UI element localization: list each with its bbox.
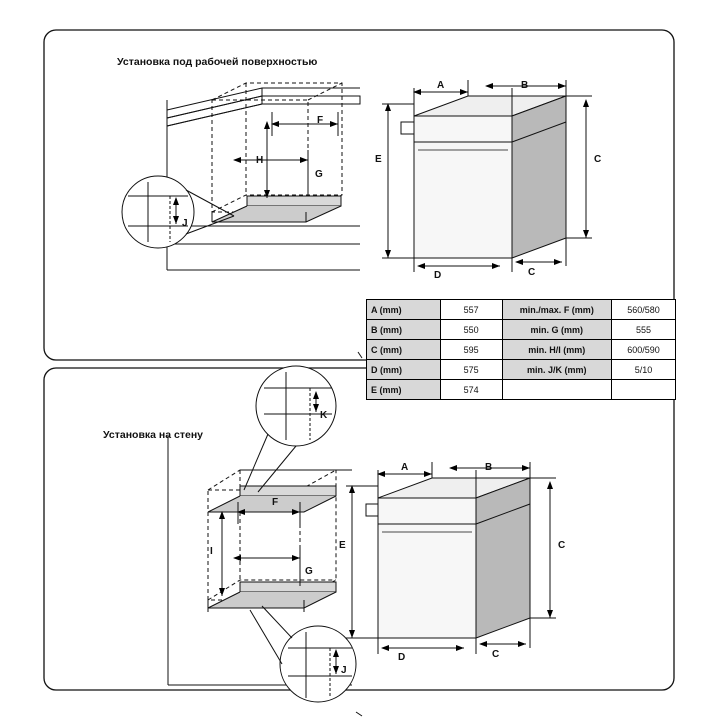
panel-top-title: Установка под рабочей поверхностью (117, 56, 318, 68)
label-D-bottom: D (398, 652, 406, 663)
label-C-top-right: C (594, 154, 602, 165)
bottom-left-niche-sketch (168, 366, 356, 702)
label-F-bottom: F (272, 497, 279, 508)
label-F-top: F (317, 115, 324, 126)
table-cell-val1: 595 (440, 340, 502, 360)
table-cell-val2: 555 (612, 320, 676, 340)
table-row (367, 300, 676, 320)
label-B-bottom: B (485, 462, 493, 473)
label-G-bottom: G (305, 566, 313, 577)
dimensions-table (366, 299, 676, 400)
table-cell-key1: A (mm) (367, 300, 441, 320)
panel-bottom-frame (44, 368, 674, 690)
label-K-bottom: K (320, 410, 328, 421)
label-A-top: A (437, 80, 445, 91)
top-right-oven-view (401, 96, 566, 258)
table-row (367, 320, 676, 340)
table-cell-key2: min. H/I (mm) (502, 340, 612, 360)
table-cell-empty (502, 380, 612, 400)
table-cell-val2: 600/590 (612, 340, 676, 360)
table-cell-key1: C (mm) (367, 340, 441, 360)
label-J-top: J (182, 218, 188, 229)
table-row (367, 340, 676, 360)
label-E-top: E (375, 154, 382, 165)
label-D-top: D (434, 270, 442, 281)
label-C-bottom-bottom: C (492, 649, 500, 660)
table-row (367, 360, 676, 380)
label-H-top: H (256, 155, 264, 166)
table-cell-key2: min. J/K (mm) (502, 360, 612, 380)
table-cell-key1: B (mm) (367, 320, 441, 340)
table-cell-key1: D (mm) (367, 360, 441, 380)
table-cell-val1: 575 (440, 360, 502, 380)
label-C-top-bottom: C (528, 267, 536, 278)
bottom-right-oven-view (366, 478, 530, 638)
table-cell-val1: 574 (440, 380, 502, 400)
table-cell-key2: min. G (mm) (502, 320, 612, 340)
table-cell-empty (612, 380, 676, 400)
table-cell-val1: 557 (440, 300, 502, 320)
label-C-bottom-right: C (558, 540, 566, 551)
label-J-bottom: J (341, 665, 347, 676)
label-G-top: G (315, 169, 323, 180)
label-E-bottom: E (339, 540, 346, 551)
panel-bottom-title: Установка на стену (103, 429, 204, 441)
label-A-bottom: A (401, 462, 409, 473)
table-cell-key1: E (mm) (367, 380, 441, 400)
label-B-top: B (521, 80, 529, 91)
top-left-niche-sketch (122, 83, 360, 270)
table-cell-val1: 550 (440, 320, 502, 340)
table-cell-val2: 5/10 (612, 360, 676, 380)
table-cell-key2: min./max. F (mm) (502, 300, 612, 320)
table-cell-val2: 560/580 (612, 300, 676, 320)
table-row (367, 380, 676, 400)
label-I-bottom: I (210, 546, 213, 557)
